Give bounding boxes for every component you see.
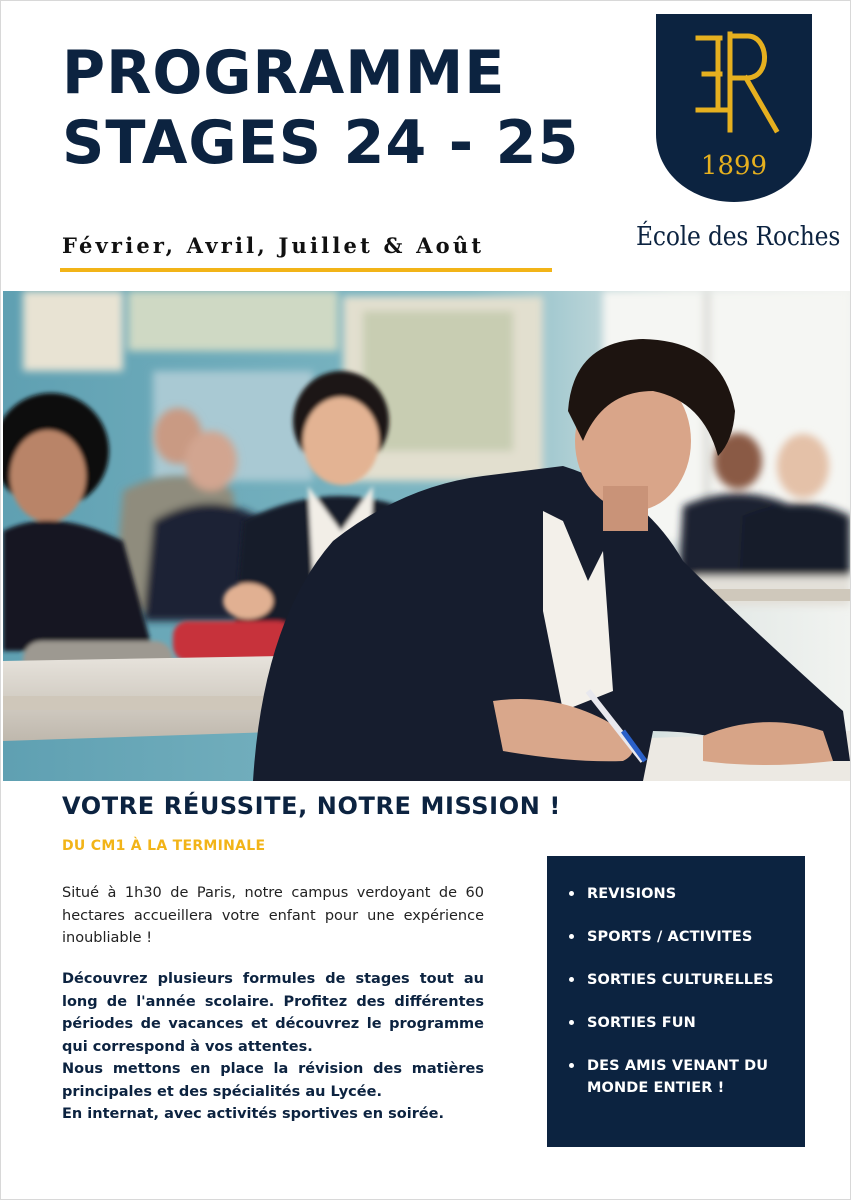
activity-label: SORTIES CULTURELLES xyxy=(587,972,774,988)
section-subhead: DU CM1 À LA TERMINALE xyxy=(62,838,266,854)
title-line-2: STAGES 24 - 25 xyxy=(62,108,580,178)
internat-paragraph: En internat, avec activités sportives en soirée. xyxy=(62,1106,445,1122)
classroom-photo xyxy=(3,291,850,781)
activity-item xyxy=(569,883,795,905)
activity-item xyxy=(569,1055,795,1099)
stages-paragraph: Découvrez plusieurs formules de stages tout au long de l'année scolaire. Profitez des différentes périodes de vacances et découvrez le programme qui correspond à vos attentes. xyxy=(62,971,484,1055)
bullet-icon xyxy=(569,977,574,982)
section-headline: VOTRE RÉUSSITE, NOTRE MISSION ! xyxy=(62,792,561,820)
activities-list xyxy=(569,883,795,1099)
title-line-1: PROGRAMME xyxy=(62,38,506,108)
activity-label: DES AMIS VENANT DU MONDE ENTIER ! xyxy=(587,1058,769,1096)
bullet-icon xyxy=(569,934,574,939)
activity-label: SORTIES FUN xyxy=(587,1015,696,1031)
activities-box xyxy=(547,856,805,1147)
activity-item xyxy=(569,926,795,948)
school-crest-logo xyxy=(656,14,812,202)
activity-item xyxy=(569,969,795,991)
bullet-icon xyxy=(569,891,574,896)
revision-paragraph: Nous mettons en place la révision des matières principales et des spécialités au Lycée. xyxy=(62,1061,484,1100)
activity-item xyxy=(569,1012,795,1034)
activity-label: REVISIONS xyxy=(587,886,677,902)
crest-shield-icon xyxy=(656,14,812,202)
months-subtitle: Février, Avril, Juillet & Août xyxy=(62,233,485,258)
activity-label: SPORTS / ACTIVITES xyxy=(587,929,753,945)
gold-underline xyxy=(60,268,552,272)
school-name: École des Roches xyxy=(636,222,841,252)
bullet-icon xyxy=(569,1020,574,1025)
bullet-icon xyxy=(569,1063,574,1068)
page-title xyxy=(62,38,579,178)
crest-year: 1899 xyxy=(700,151,768,181)
classroom-photo-icon xyxy=(3,291,850,781)
intro-paragraph: Situé à 1h30 de Paris, notre campus verdoyant de 60 hectares accueillera votre enfant pour une expérience inoubliable ! xyxy=(62,885,484,946)
